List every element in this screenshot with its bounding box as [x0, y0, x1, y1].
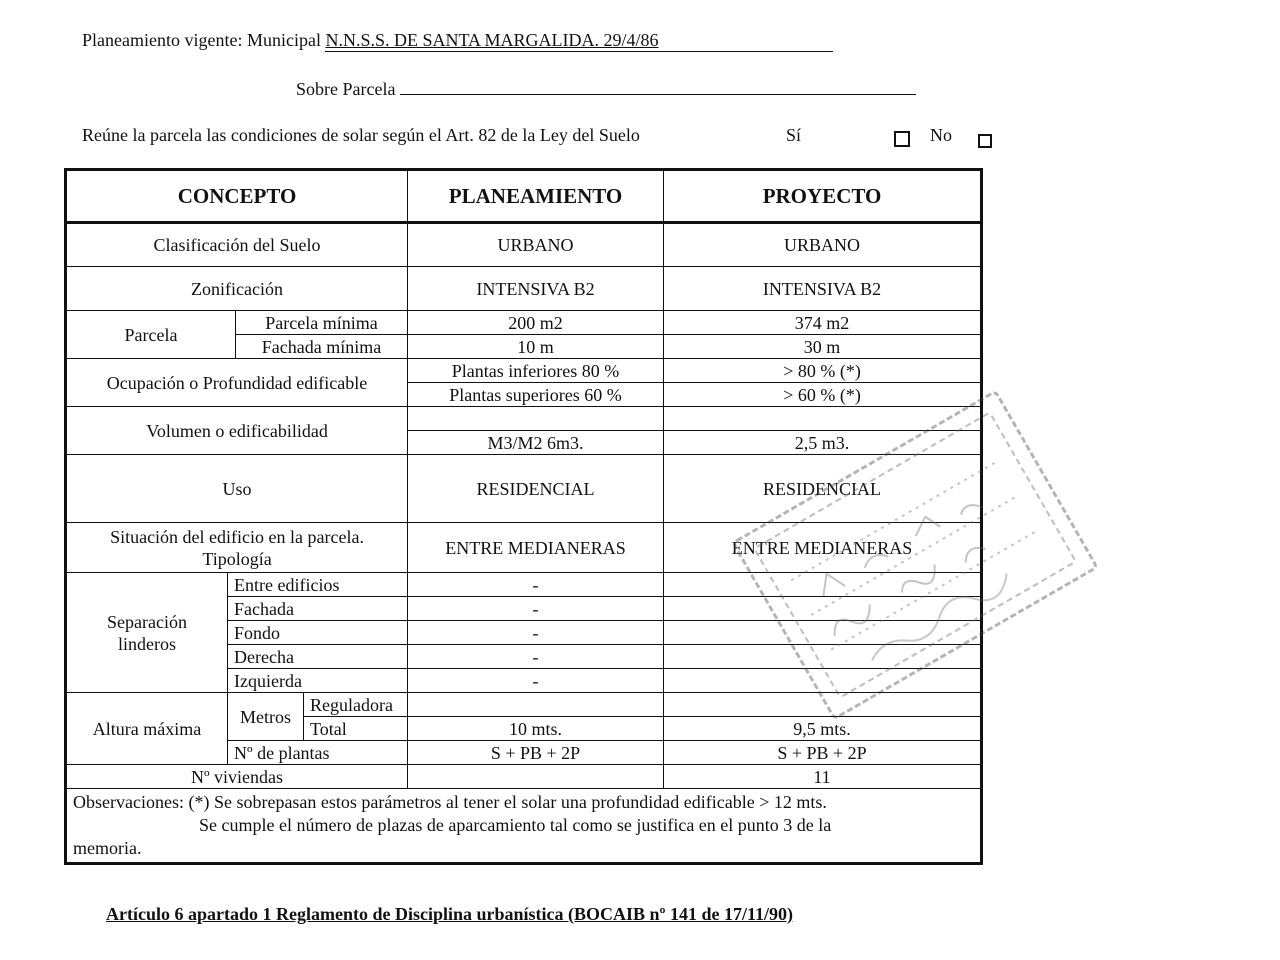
observaciones-cell	[66, 789, 982, 864]
table-row	[66, 765, 982, 789]
fachada-minima-label: Fachada mínima	[236, 335, 408, 359]
parcela-label: Sobre Parcela	[296, 79, 396, 99]
altura-plantas-label: Nº de plantas	[228, 741, 408, 765]
situacion-label-line1: Situación del edificio en la parcela.	[110, 526, 364, 547]
planeamiento-value: N.N.S.S. DE SANTA MARGALIDA. 29/4/86	[325, 30, 833, 52]
planeamiento-label: Planeamiento vigente: Municipal	[82, 30, 321, 50]
viviendas-proy: 11	[664, 765, 982, 789]
ocupacion-sup-plan: Plantas superiores 60 %	[408, 383, 664, 407]
table-row	[66, 407, 982, 431]
separacion-label	[66, 573, 228, 693]
altura-total-label: Total	[304, 717, 408, 741]
solar-question-line	[82, 125, 952, 146]
altura-total-proy: 9,5 mts.	[664, 717, 982, 741]
volumen-label: Volumen o edificabilidad	[66, 407, 408, 455]
separacion-row-plan: -	[408, 573, 664, 597]
viviendas-label: Nº viviendas	[66, 765, 408, 789]
ocupacion-inf-proy: > 80 % (*)	[664, 359, 982, 383]
no-label: No	[930, 125, 952, 145]
separacion-label-line1: Separación	[107, 611, 187, 632]
parcela-minima-plan: 200 m2	[408, 311, 664, 335]
header-planeamiento: PLANEAMIENTO	[408, 170, 664, 223]
parcela-minima-label: Parcela mínima	[236, 311, 408, 335]
separacion-label-line2: linderos	[118, 633, 176, 654]
uso-proy: RESIDENCIAL	[664, 455, 982, 523]
altura-plantas-plan: S + PB + 2P	[408, 741, 664, 765]
altura-reguladora-plan	[408, 693, 664, 717]
viviendas-plan	[408, 765, 664, 789]
yes-label: Sí	[786, 125, 802, 145]
fachada-minima-plan: 10 m	[408, 335, 664, 359]
observaciones-line2: Se cumple el número de plazas de aparcamiento tal como se justifica en el punto 3 de la	[199, 815, 832, 835]
footer-reference: Artículo 6 apartado 1 Reglamento de Disciplina urbanística (BOCAIB nº 141 de 17/11/90)	[106, 904, 793, 924]
parcela-minima-proy: 374 m2	[664, 311, 982, 335]
separacion-row-label: Derecha	[228, 645, 408, 669]
clasificacion-proy: URBANO	[664, 223, 982, 267]
uso-plan: RESIDENCIAL	[408, 455, 664, 523]
situacion-plan: ENTRE MEDIANERAS	[408, 523, 664, 573]
solar-question: Reúne la parcela las condiciones de solar según el Art. 82 de la Ley del Suelo	[82, 125, 640, 145]
parcela-group-label: Parcela	[66, 311, 236, 359]
volumen-plan: M3/M2 6m3.	[408, 431, 664, 455]
zonificacion-label: Zonificación	[66, 267, 408, 311]
separacion-row-label: Izquierda	[228, 669, 408, 693]
observaciones-line1: Observaciones: (*) Se sobrepasan estos parámetros al tener el solar una profundidad edificable > 12 mts.	[73, 792, 827, 812]
altura-total-plan: 10 mts.	[408, 717, 664, 741]
separacion-row-label: Entre edificios	[228, 573, 408, 597]
separacion-row-plan: -	[408, 597, 664, 621]
parcela-blank	[400, 76, 916, 95]
no-checkbox[interactable]	[978, 134, 992, 148]
ocupacion-inf-plan: Plantas inferiores 80 %	[408, 359, 664, 383]
yes-checkbox[interactable]	[894, 131, 910, 147]
altura-metros-label: Metros	[228, 693, 304, 741]
volumen-plan-blank	[408, 407, 664, 431]
observaciones-line3: memoria.	[73, 838, 142, 858]
separacion-row-plan: -	[408, 645, 664, 669]
separacion-row-label: Fachada	[228, 597, 408, 621]
volumen-proy: 2,5 m3.	[664, 431, 982, 455]
observaciones-row	[66, 789, 982, 864]
situacion-label-line2: Tipología	[202, 548, 272, 569]
header-concepto: CONCEPTO	[66, 170, 408, 223]
planeamiento-line	[82, 30, 833, 52]
altura-reguladora-label: Reguladora	[304, 693, 408, 717]
ocupacion-label: Ocupación o Profundidad edificable	[66, 359, 408, 407]
table-row	[66, 311, 982, 335]
table-row	[66, 359, 982, 383]
table-row	[66, 223, 982, 267]
situacion-label	[66, 523, 408, 573]
situacion-proy: ENTRE MEDIANERAS	[664, 523, 982, 573]
ocupacion-sup-proy: > 60 % (*)	[664, 383, 982, 407]
clasificacion-label: Clasificación del Suelo	[66, 223, 408, 267]
separacion-row-label: Fondo	[228, 621, 408, 645]
altura-label: Altura máxima	[66, 693, 228, 765]
altura-plantas-proy: S + PB + 2P	[664, 741, 982, 765]
table-row	[66, 267, 982, 311]
clasificacion-plan: URBANO	[408, 223, 664, 267]
zonificacion-plan: INTENSIVA B2	[408, 267, 664, 311]
parcela-line	[296, 76, 916, 100]
fachada-minima-proy: 30 m	[664, 335, 982, 359]
table-header-row	[66, 170, 982, 223]
separacion-row-plan: -	[408, 621, 664, 645]
separacion-row-plan: -	[408, 669, 664, 693]
header-proyecto: PROYECTO	[664, 170, 982, 223]
zonificacion-proy: INTENSIVA B2	[664, 267, 982, 311]
uso-label: Uso	[66, 455, 408, 523]
